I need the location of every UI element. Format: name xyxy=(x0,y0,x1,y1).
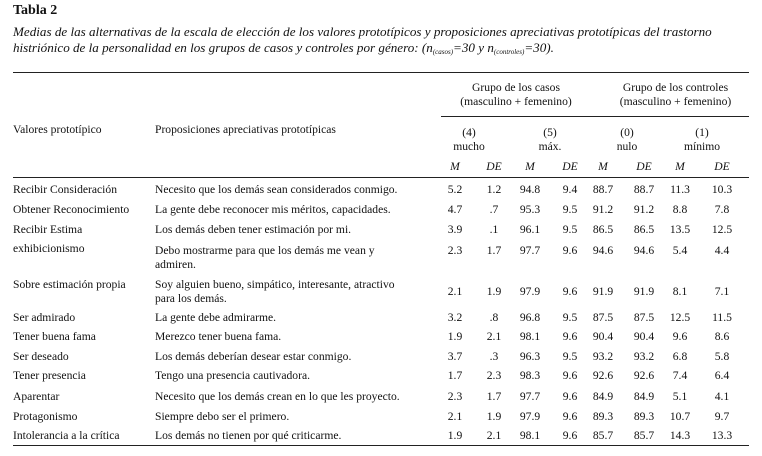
row-valor: Obtener Reconocimiento xyxy=(13,203,130,216)
row-value: 1.7 xyxy=(447,369,463,382)
row-value: 2.3 xyxy=(447,244,463,257)
stat-header: DE xyxy=(714,160,730,173)
row-proposicion: Los demás deberían desear estar conmigo. xyxy=(155,350,352,363)
row-value: 9.6 xyxy=(562,330,578,343)
row-value: 96.8 xyxy=(519,311,541,324)
row-value: 10.7 xyxy=(669,410,691,423)
row-value: 96.1 xyxy=(519,223,541,236)
row-value: 96.3 xyxy=(519,350,541,363)
row-value: 3.2 xyxy=(447,311,463,324)
row-proposicion: Los demás deben tener estimación por mi. xyxy=(155,223,352,236)
row-proposicion: La gente debe admirarme. xyxy=(155,311,277,324)
row-value: 86.5 xyxy=(592,223,614,236)
row-value: 3.7 xyxy=(447,350,463,363)
row-value: 98.3 xyxy=(519,369,541,382)
stat-header: M xyxy=(525,160,535,173)
row-value: 8.6 xyxy=(714,330,730,343)
row-value: 8.8 xyxy=(672,203,688,216)
row-value: 84.9 xyxy=(633,390,655,403)
row-value: 13.3 xyxy=(711,429,733,442)
stat-header: DE xyxy=(636,160,652,173)
row-value: 91.9 xyxy=(592,285,614,298)
row-value: 1.7 xyxy=(486,390,502,403)
row-value: 9.5 xyxy=(562,203,578,216)
row-value: 6.8 xyxy=(672,350,688,363)
row-value: 95.3 xyxy=(519,203,541,216)
row-value: 9.6 xyxy=(562,244,578,257)
row-value: 94.6 xyxy=(592,244,614,257)
row-value: 7.8 xyxy=(714,203,730,216)
row-value: 10.3 xyxy=(711,183,733,196)
row-value: .8 xyxy=(489,311,499,324)
row-value: 4.1 xyxy=(714,390,730,403)
row-value: 97.9 xyxy=(519,285,541,298)
row-value: 9.6 xyxy=(562,390,578,403)
stat-header: DE xyxy=(486,160,502,173)
row-value: 93.2 xyxy=(592,350,614,363)
row-value: 98.1 xyxy=(519,429,541,442)
row-value: 92.6 xyxy=(592,369,614,382)
row-value: 9.5 xyxy=(562,311,578,324)
row-value: 5.4 xyxy=(672,244,688,257)
row-value: 6.4 xyxy=(714,369,730,382)
row-value: 5.1 xyxy=(672,390,688,403)
top-rule xyxy=(13,72,749,73)
scale-label: nulo xyxy=(616,140,638,153)
row-value: 91.2 xyxy=(633,203,655,216)
row-value: 5.8 xyxy=(714,350,730,363)
row-value: 3.9 xyxy=(447,223,463,236)
row-value: 11.3 xyxy=(670,183,690,196)
row-valor: Ser admirado xyxy=(13,311,76,324)
scale-label: mínimo xyxy=(683,140,721,153)
row-value: 4.7 xyxy=(447,203,463,216)
row-value: 92.6 xyxy=(633,369,655,382)
row-value: 1.9 xyxy=(486,410,502,423)
row-value: 90.4 xyxy=(633,330,655,343)
row-valor: Recibir Estima xyxy=(13,223,83,236)
row-value: 9.6 xyxy=(672,330,688,343)
row-proposicion: La gente debe reconocer mis méritos, capacidades. xyxy=(155,203,391,216)
row-value: 88.7 xyxy=(633,183,655,196)
scale-number: (4) xyxy=(462,126,476,139)
row-value: 86.5 xyxy=(633,223,655,236)
row-value: 84.9 xyxy=(592,390,614,403)
row-value: 8.1 xyxy=(672,285,688,298)
row-value: 9.4 xyxy=(562,183,578,196)
scale-label: mucho xyxy=(453,140,485,153)
header-rule xyxy=(13,177,749,178)
row-proposicion: Necesito que los demás sean considerados conmigo. xyxy=(155,183,398,196)
row-value: 97.7 xyxy=(519,390,541,403)
row-value: 2.1 xyxy=(486,429,502,442)
row-valor: Sobre estimación propia xyxy=(13,278,126,291)
row-value: 9.7 xyxy=(714,410,730,423)
caption-sub-controles: (controles) xyxy=(493,48,525,56)
row-value: 7.4 xyxy=(672,369,688,382)
row-value: 9.6 xyxy=(562,410,578,423)
row-value: 98.1 xyxy=(519,330,541,343)
row-value: 94.6 xyxy=(633,244,655,257)
row-value: 2.3 xyxy=(447,390,463,403)
row-value: 97.7 xyxy=(519,244,541,257)
table-caption xyxy=(13,24,758,60)
row-value: 1.7 xyxy=(486,244,502,257)
row-value: 2.1 xyxy=(486,330,502,343)
row-value: 88.7 xyxy=(592,183,614,196)
row-value: .1 xyxy=(489,223,499,236)
row-valor: Tener buena fama xyxy=(13,330,96,343)
row-value: .7 xyxy=(489,203,499,216)
stat-header: DE xyxy=(562,160,578,173)
row-value: 2.3 xyxy=(486,369,502,382)
row-value: 7.1 xyxy=(714,285,730,298)
row-value: 91.9 xyxy=(633,285,655,298)
row-value: 12.5 xyxy=(669,311,691,324)
stat-header: M xyxy=(598,160,608,173)
caption-sub-casos: (casos) xyxy=(432,48,454,56)
row-value: 89.3 xyxy=(633,410,655,423)
row-value: 94.8 xyxy=(519,183,541,196)
row-value: 85.7 xyxy=(633,429,655,442)
row-value: 89.3 xyxy=(592,410,614,423)
row-proposicion: Necesito que los demás crean en lo que les proyecto. xyxy=(155,390,400,403)
row-valor: Intolerancia a la crítica xyxy=(13,429,120,442)
caption-end: =30). xyxy=(524,40,554,55)
row-valor: Protagonismo xyxy=(13,410,78,423)
row-value: 9.5 xyxy=(562,350,578,363)
row-proposicion: Siempre debo ser el primero. xyxy=(155,410,290,423)
header-col-proposiciones: Proposiciones apreciativas prototípicas xyxy=(155,123,336,136)
caption-text: Medias de las alternativas de la escala de elección de los valores prototípicos y proposiciones apreciativas prototípicas del trastorno histriónico de la personalidad en los grupos de casos y controles por género: (n xyxy=(13,24,712,55)
row-value: .3 xyxy=(489,350,499,363)
row-value: 9.6 xyxy=(562,285,578,298)
bottom-rule xyxy=(13,445,749,446)
row-proposicion: Los demás no tienen por qué criticarme. xyxy=(155,429,342,442)
scale-number: (0) xyxy=(620,126,634,139)
scale-label: máx. xyxy=(538,140,562,153)
row-value: 4.4 xyxy=(714,244,730,257)
stat-header: M xyxy=(675,160,685,173)
row-value: 12.5 xyxy=(711,223,733,236)
row-valor: Aparentar xyxy=(13,390,60,403)
row-value: 1.2 xyxy=(486,183,502,196)
table-title: Tabla 2 xyxy=(13,3,58,18)
row-proposicion: Debo mostrarme para que los demás me vean y admiren. xyxy=(155,244,375,271)
row-proposicion: Merezco tener buena fama. xyxy=(155,330,282,343)
stat-header: M xyxy=(450,160,460,173)
row-value: 14.3 xyxy=(669,429,691,442)
row-value: 1.9 xyxy=(447,330,463,343)
header-group-controles-2: (masculino + femenino) xyxy=(619,95,732,108)
row-value: 1.9 xyxy=(447,429,463,442)
scale-number: (5) xyxy=(543,126,557,139)
row-value: 13.5 xyxy=(669,223,691,236)
header-group-controles-1: Grupo de los controles xyxy=(622,81,729,94)
row-value: 91.2 xyxy=(592,203,614,216)
scale-number: (1) xyxy=(695,126,709,139)
row-valor-continued: exhibicionismo xyxy=(13,242,85,255)
header-group-casos-1: Grupo de los casos xyxy=(472,81,560,94)
scale-rule xyxy=(441,116,749,117)
row-value: 9.6 xyxy=(562,369,578,382)
row-proposicion: Tengo una presencia cautivadora. xyxy=(155,369,310,382)
row-valor: Tener presencia xyxy=(13,369,86,382)
row-value: 5.2 xyxy=(447,183,463,196)
row-value: 11.5 xyxy=(712,311,732,324)
row-value: 2.1 xyxy=(447,410,463,423)
row-value: 2.1 xyxy=(447,285,463,298)
row-valor: Ser deseado xyxy=(13,350,69,363)
row-value: 9.6 xyxy=(562,429,578,442)
header-col-valores: Valores prototípico xyxy=(13,123,102,136)
row-value: 97.9 xyxy=(519,410,541,423)
row-value: 85.7 xyxy=(592,429,614,442)
row-value: 90.4 xyxy=(592,330,614,343)
header-group-casos-2: (masculino + femenino) xyxy=(460,95,572,108)
row-value: 1.9 xyxy=(486,285,502,298)
row-valor: Recibir Consideración xyxy=(13,183,117,196)
row-value: 87.5 xyxy=(592,311,614,324)
row-value: 87.5 xyxy=(633,311,655,324)
caption-mid: =30 y n xyxy=(453,40,494,55)
row-value: 93.2 xyxy=(633,350,655,363)
row-value: 9.5 xyxy=(562,223,578,236)
row-proposicion: Soy alguien bueno, simpático, interesante, atractivo para los demás. xyxy=(155,278,395,305)
